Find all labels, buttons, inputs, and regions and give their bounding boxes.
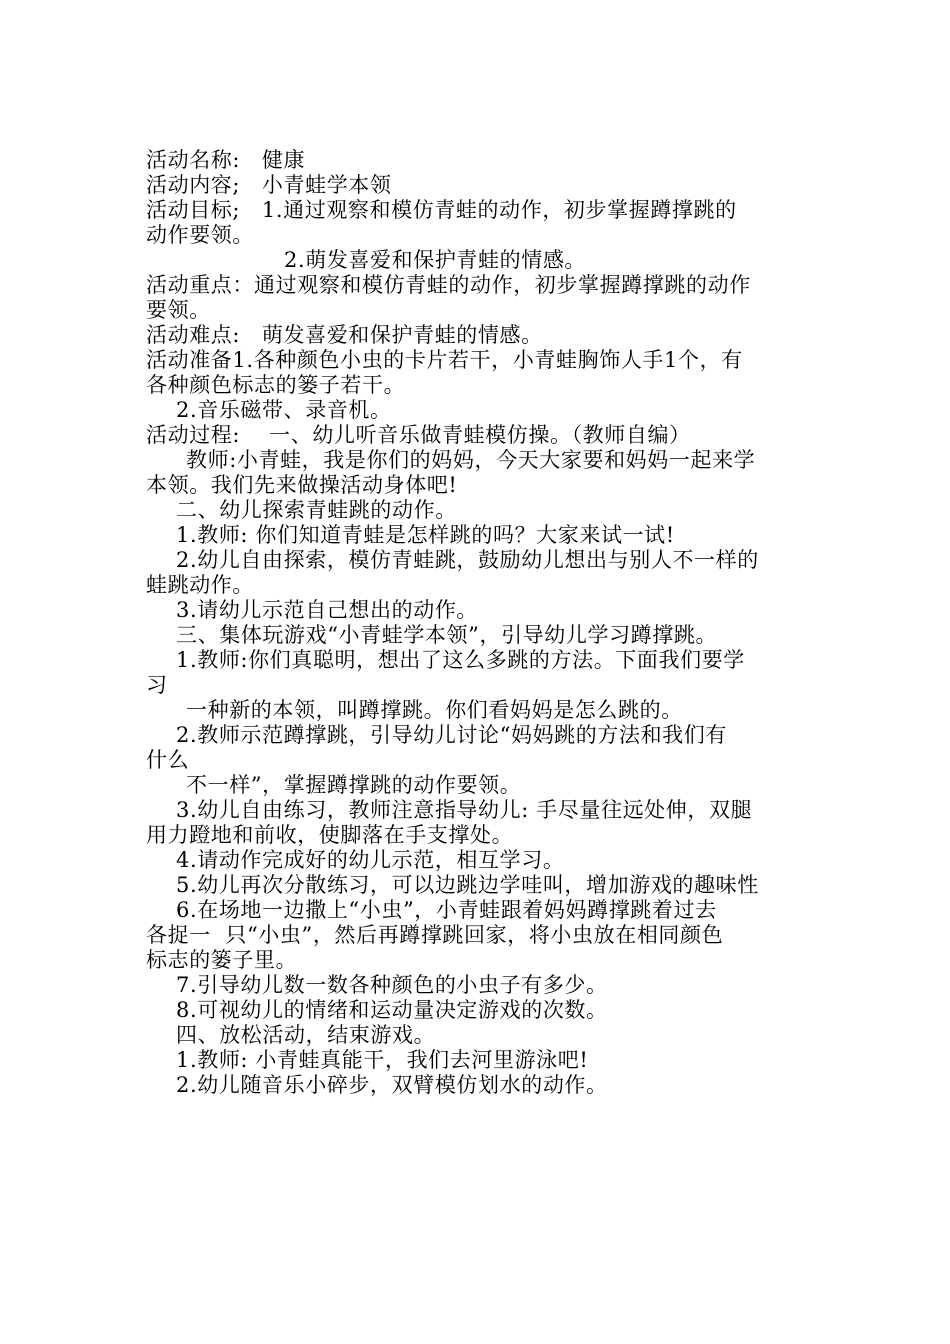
activity-prep-line-cont: 各种颜色标志的篓子若干。 xyxy=(146,373,406,397)
section-heading-3: 三、集体玩游戏“小青蛙学本领”，引导幼儿学习蹲撑跳。 xyxy=(176,623,718,647)
process-step-line: 2.幼儿自由探索，模仿青蛙跳，鼓励幼儿想出与别人不一样的 xyxy=(176,548,759,572)
activity-goal-line-cont: 动作要领。 xyxy=(146,223,254,247)
activity-focus-line: 活动重点：通过观察和模仿青蛙的动作，初步掌握蹲撑跳的动作 xyxy=(146,273,751,297)
process-step-line: 1.教师: 你们知道青蛙是怎样跳的吗？大家来试一试! xyxy=(176,523,675,547)
process-step-line: 3.请幼儿示范自己想出的动作。 xyxy=(176,598,479,622)
process-step-line-cont: 什么 xyxy=(146,748,190,772)
process-step-line: 8.可视幼儿的情绪和运动量决定游戏的次数。 xyxy=(176,998,608,1022)
activity-goal-2-line: 2.萌发喜爱和保护青蛙的情感。 xyxy=(284,248,587,272)
process-step-line: 2.幼儿随音乐小碎步，双臂模仿划水的动作。 xyxy=(176,1073,608,1097)
process-step-line: 1.教师: 小青蛙真能干，我们去河里游泳吧! xyxy=(176,1048,589,1072)
activity-prep-2-line: 2.音乐磁带、录音机。 xyxy=(176,398,392,422)
activity-prep-line: 活动准备1.各种颜色小虫的卡片若干，小青蛙胸饰人手1个，有 xyxy=(146,348,743,372)
process-step-line: 6.在场地一边撒上“小虫”，小青蛙跟着妈妈蹲撑跳着过去 xyxy=(176,898,717,922)
process-step-line: 3.幼儿自由练习，教师注意指导幼儿: 手尽量往远处伸，双腿 xyxy=(176,798,753,822)
process-step-line: 2.教师示范蹲撑跳，引导幼儿讨论“妈妈跳的方法和我们有 xyxy=(176,723,727,747)
process-step-line: 5.幼儿再次分散练习，可以边跳边学哇叫，增加游戏的趣味性 xyxy=(176,873,759,897)
process-text-line: 教师:小青蛙，我是你们的妈妈，今天大家要和妈妈一起来学 xyxy=(186,448,756,472)
process-step-line-cont: 不一样”，掌握蹲撑跳的动作要领。 xyxy=(186,773,522,797)
process-step-line: 4.请动作完成好的幼儿示范，相互学习。 xyxy=(176,848,565,872)
process-step-line-cont: 蛙跳动作。 xyxy=(146,573,254,597)
section-heading-4: 四、放松活动，结束游戏。 xyxy=(176,1023,436,1047)
process-step-line-cont: 用力蹬地和前收，使脚落在手支撑处。 xyxy=(146,823,514,847)
process-step-line-cont: 一种新的本领，叫蹲撑跳。你们看妈妈是怎么跳的。 xyxy=(186,698,683,722)
process-step-line-cont: 习 xyxy=(146,673,168,697)
lesson-plan-document xyxy=(146,148,810,1098)
activity-goal-line: 活动目标; 1.通过观察和模仿青蛙的动作，初步掌握蹲撑跳的 xyxy=(146,198,737,222)
activity-process-line: 活动过程: 一、幼儿听音乐做青蛙模仿操。（教师自编） xyxy=(146,423,691,447)
process-text-line: 本领。我们先来做操活动身体吧! xyxy=(146,473,458,497)
activity-difficulty-line: 活动难点: 萌发喜爱和保护青蛙的情感。 xyxy=(146,323,543,347)
activity-name-line: 活动名称: 健康 xyxy=(146,148,306,172)
process-step-line: 7.引导幼儿数一数各种颜色的小虫子有多少。 xyxy=(176,973,608,997)
process-step-line-cont: 标志的篓子里。 xyxy=(146,948,298,972)
process-step-line-cont: 各捉一 只“小虫”，然后再蹲撑跳回家，将小虫放在相同颜色 xyxy=(146,923,724,947)
section-heading-2: 二、幼儿探索青蛙跳的动作。 xyxy=(176,498,457,522)
activity-content-line: 活动内容; 小青蛙学本领 xyxy=(146,173,392,197)
process-step-line: 1.教师:你们真聪明，想出了这么多跳的方法。下面我们要学 xyxy=(176,648,745,672)
activity-focus-line-cont: 要领。 xyxy=(146,298,211,322)
